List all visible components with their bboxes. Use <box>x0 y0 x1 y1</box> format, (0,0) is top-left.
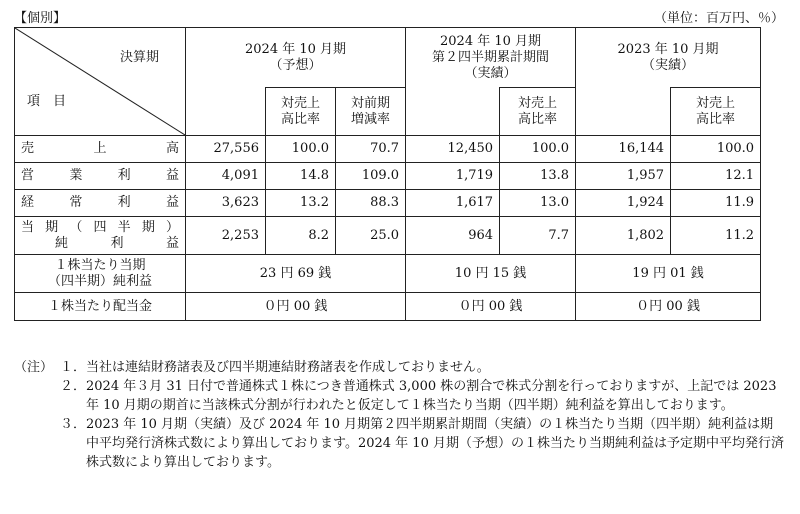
note-text: 2024 年３月 31 日付で普通株式１株につき普通株式 3,000 株の割合で株式分割を行っておりますが、上記では 2023 年 10 月期の期首に当該株式分割が行われたと仮定して１株当たり当期（四半期）純利益を算出しております。 <box>86 379 777 413</box>
cell-value: 13.0 <box>500 190 576 217</box>
row-label-eps: １株当たり当期 （四半期）純利益 <box>15 255 186 293</box>
subheader-ratio-sales: 対売上 高比率 <box>500 88 576 136</box>
cell-value: 4,091 <box>186 163 266 190</box>
cell-value: 1,957 <box>576 163 671 190</box>
note-number: ３． <box>60 417 87 432</box>
cell-value: 70.7 <box>336 136 406 163</box>
cell-value: 25.0 <box>336 217 406 255</box>
diagonal-line <box>15 28 185 135</box>
financial-forecast-table <box>14 27 761 321</box>
cell-value: ０円 00 銭 <box>186 293 406 321</box>
cell-value: 7.7 <box>500 217 576 255</box>
cell-value: 1,719 <box>406 163 500 190</box>
subheader-blank <box>576 88 671 136</box>
row-label-operating-income: 営業利益 <box>15 163 186 190</box>
cell-value: 100.0 <box>266 136 336 163</box>
cell-value: 19 円 01 銭 <box>576 255 761 293</box>
cell-value: 1,617 <box>406 190 500 217</box>
notes-section <box>14 358 784 472</box>
cell-value: 3,623 <box>186 190 266 217</box>
row-label-net-income: 当期（四半期） 純利益 <box>15 217 186 255</box>
cell-value: 23 円 69 銭 <box>186 255 406 293</box>
cell-value: 100.0 <box>671 136 761 163</box>
cell-value: 12,450 <box>406 136 500 163</box>
row-label-net-sales: 売上高 <box>15 136 186 163</box>
cell-value: 13.2 <box>266 190 336 217</box>
cell-value: 11.2 <box>671 217 761 255</box>
table-row <box>15 163 761 190</box>
table-row <box>15 136 761 163</box>
cell-value: 11.9 <box>671 190 761 217</box>
subheader-ratio-sales: 対売上 高比率 <box>266 88 336 136</box>
row-label-dps: １株当たり配当金 <box>15 293 186 321</box>
cell-value: 16,144 <box>576 136 671 163</box>
cell-value: 88.3 <box>336 190 406 217</box>
note-item <box>14 415 784 472</box>
note-text: 当社は連結財務諸表及び四半期連結財務諸表を作成しておりません。 <box>86 360 490 375</box>
subheader-blank <box>406 88 500 136</box>
cell-value: 10 円 15 銭 <box>406 255 576 293</box>
cell-value: 1,802 <box>576 217 671 255</box>
period-header-2024-q2: 2024 年 10 月期 第２四半期累計期間 （実績） <box>406 28 576 88</box>
cell-value: 27,556 <box>186 136 266 163</box>
table-row <box>15 217 761 255</box>
note-item <box>14 377 784 415</box>
cell-value: 964 <box>406 217 500 255</box>
row-label-ordinary-income: 経常利益 <box>15 190 186 217</box>
note-item <box>14 358 784 377</box>
table-row <box>15 255 761 293</box>
item-label: 項 目 <box>27 94 67 109</box>
cell-value: 12.1 <box>671 163 761 190</box>
period-header-2023-actual: 2023 年 10 月期 （実績） <box>576 28 761 88</box>
unit-label: （単位：百万円、％） <box>653 11 784 26</box>
header-corner-cell <box>15 28 186 136</box>
period-header-2024-forecast: 2024 年 10 月期 （予想） <box>186 28 406 88</box>
note-number: １． <box>60 360 87 375</box>
subheader-yoy-change: 対前期 増減率 <box>336 88 406 136</box>
cell-value: 109.0 <box>336 163 406 190</box>
table-row <box>15 293 761 321</box>
cell-value: ０円 00 銭 <box>576 293 761 321</box>
cell-value: 2,253 <box>186 217 266 255</box>
fiscal-period-label: 決算期 <box>119 50 159 65</box>
subheader-blank <box>186 88 266 136</box>
cell-value: 1,924 <box>576 190 671 217</box>
note-text: 2023 年 10 月期（実績）及び 2024 年 10 月期第２四半期累計期間（実績）の１株当たり当期（四半期）純利益は期中平均発行済株式数により算出しております。2024 年 10 月期（予想）の１株当たり当期純利益は予定期中平均発行済株式数により算出しております。 <box>86 417 784 470</box>
cell-value: 8.2 <box>266 217 336 255</box>
section-label: 【個別】 <box>14 11 67 26</box>
table-row <box>15 190 761 217</box>
cell-value: ０円 00 銭 <box>406 293 576 321</box>
notes-label: （注） <box>14 360 54 375</box>
cell-value: 100.0 <box>500 136 576 163</box>
cell-value: 14.8 <box>266 163 336 190</box>
note-number: ２． <box>60 379 87 394</box>
subheader-ratio-sales: 対売上 高比率 <box>671 88 761 136</box>
cell-value: 13.8 <box>500 163 576 190</box>
